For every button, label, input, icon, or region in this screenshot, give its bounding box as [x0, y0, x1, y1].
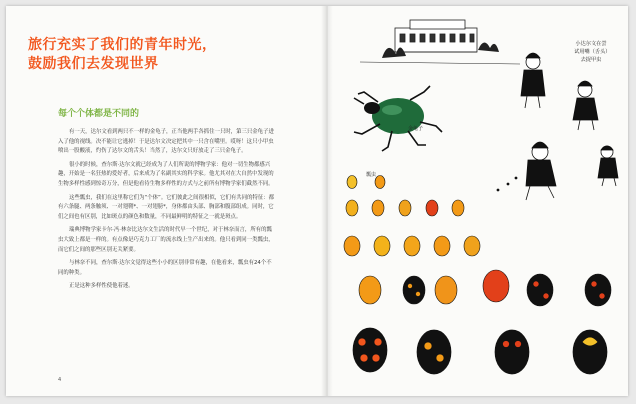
paragraph: 有一天，达尔文看到两只不一样的金龟子，正当他两手各抓住一只时，第三只金龟子进入了他的视线。决不能让它逃掉！于是达尔文决定把其中一只含在嘴里。哎呀！这只小甲虫喷出一股酸液，灼伤了达尔文的舌头！当然了，达尔文只好放走了三只金龟子。	[58, 129, 274, 155]
paragraph: 与林奈不同，查尔斯·达尔文觉得这些小小的区别非常有趣，在他看来，瓢虫有24个不同的种类。	[58, 260, 272, 276]
house-illustration	[360, 20, 520, 64]
ladybug-row-4	[359, 270, 611, 306]
paragraph: 很小的时候，查尔斯·达尔文就已经成为了人们所说的博物学家：他对一切生物都感兴趣，开始是一名狂热的爱好者，后来成为了名副其实的科学家。他尤其对在大自然中发现的生物多样性感到惊奇万分，但是他看待生物多样性的方式与之前所有博物学家们截然不同。	[58, 161, 274, 187]
ladybug-row-3	[344, 236, 480, 256]
caption-beetle: 金龟子	[408, 126, 424, 132]
title-line-1: 旅行充实了我们的青年时光，	[28, 37, 217, 53]
ladybug-grid	[344, 176, 611, 375]
paragraph: 这些瓢虫，我们在这里称它们为“个体”。它们彼此之间很相似，它们有共同的特征：都有六条腿、两条触须、一对翅鞘*、一对翅膀*，身体都由头部、胸部和腹部组成。同时，它们之间也有区别，比如斑点的颜色和数量，不同最鲜明的特征之一就是斑点。	[58, 194, 275, 220]
caption-ladybug: 瓢虫	[366, 172, 377, 178]
caption-children: 小达尔文在尝试用嘴（舌头）去捉甲虫	[574, 41, 608, 63]
dung-beetle	[354, 86, 442, 151]
ladybug-row-2	[346, 200, 464, 216]
children-illustration	[497, 53, 618, 200]
page-number: 4	[58, 377, 62, 383]
ladybug-row-5	[353, 328, 607, 374]
paragraph: 正是这种多样性使他着迷。	[69, 283, 134, 290]
paragraph: 瑞典博物学家卡尔·冯·林奈比达尔文生活的时代早一个世纪，对于林奈而言，所有的瓢虫大致上都是一样的。有点像是巧克力工厂的流水线上生产出来的。他只看到同一类瓢虫，而它们之间的那些区别无关紧要。	[58, 227, 274, 253]
section-subhead: 每个个体都是不同的	[58, 109, 140, 119]
title-line-2: 鼓励我们去发现世界	[28, 56, 159, 72]
